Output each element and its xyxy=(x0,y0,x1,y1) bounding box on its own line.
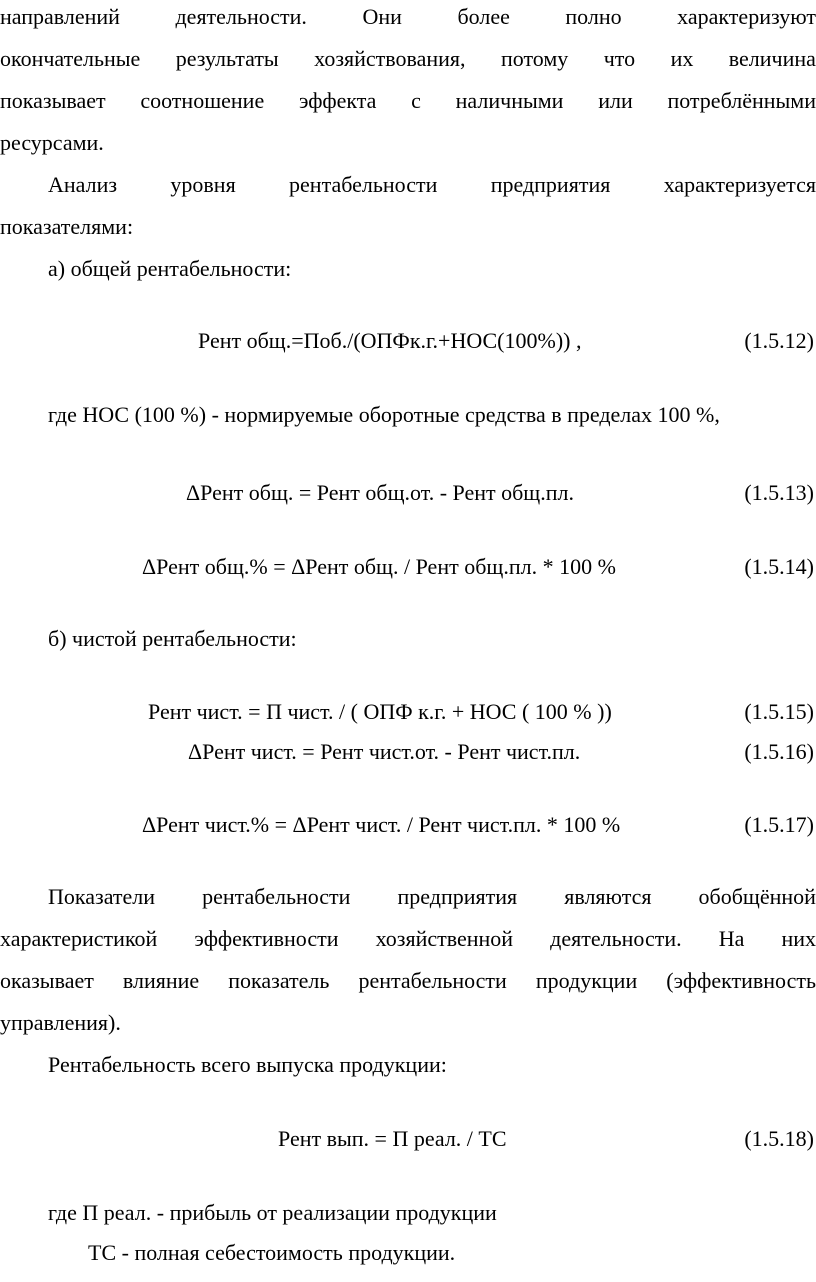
word: рентабельности xyxy=(202,884,351,909)
word: рентабельности xyxy=(289,172,438,197)
word: предприятия xyxy=(490,172,611,197)
paragraph-3-line-3 xyxy=(0,966,816,996)
word: эффективности xyxy=(194,926,339,951)
word: более xyxy=(457,4,510,29)
formula-expression: ΔРент общ. = Рент общ.от. - Рент общ.пл. xyxy=(186,480,574,505)
formula-1-5-16 xyxy=(0,737,816,767)
word: них xyxy=(781,926,816,951)
formula-number: (1.5.12) xyxy=(744,328,814,353)
paragraph-1-line-2 xyxy=(0,44,816,74)
paragraph-3-line-2 xyxy=(0,924,816,954)
word: На xyxy=(718,926,745,951)
word: соотношение xyxy=(140,88,265,113)
word: Они xyxy=(362,4,402,29)
word: наличными xyxy=(455,88,564,113)
paragraph-2-line-2: показателями: xyxy=(0,214,134,239)
formula-1-5-13 xyxy=(0,478,816,508)
formula-number: (1.5.15) xyxy=(744,699,814,724)
paragraph-4: Рентабельность всего выпуска продукции: xyxy=(48,1052,447,1077)
word: характеризуют xyxy=(677,4,816,29)
formula-expression: Рент чист. = П чист. / ( ОПФ к.г. + НОС ( 100 % )) xyxy=(148,699,612,724)
formula-1-5-15 xyxy=(0,697,816,727)
word: показатель xyxy=(228,968,330,993)
formula-expression: Рент общ.=Поб./(ОПФк.г.+НОС(100%)) , xyxy=(198,328,582,353)
word: характеризуется xyxy=(663,172,816,197)
paragraph-1-line-3 xyxy=(0,86,816,116)
formula-number: (1.5.17) xyxy=(744,812,814,837)
word: что xyxy=(603,46,636,71)
formula-1-5-14 xyxy=(0,552,816,582)
list-item-b: б) чистой рентабельности: xyxy=(48,626,297,651)
word: или xyxy=(598,88,633,113)
word: полно xyxy=(565,4,622,29)
formula-number: (1.5.13) xyxy=(744,480,814,505)
word: хозяйствования, xyxy=(314,46,466,71)
formula-expression: Рент вып. = П реал. / ТС xyxy=(278,1126,507,1151)
word: с xyxy=(411,88,421,113)
word: величина xyxy=(728,46,816,71)
word: рентабельности xyxy=(358,968,507,993)
word: влияние xyxy=(122,968,200,993)
formula-1-5-12 xyxy=(0,326,816,356)
word: результаты xyxy=(175,46,279,71)
word: потому xyxy=(500,46,569,71)
paragraph-1-line-4: ресурсами. xyxy=(0,130,104,155)
paragraph-1-line-1 xyxy=(0,2,816,32)
paragraph-3-line-4: управления). xyxy=(0,1010,121,1035)
note-tc: ТС - полная себестоимость продукции. xyxy=(88,1240,456,1265)
list-item-a: а) общей рентабельности: xyxy=(48,256,292,281)
word: предприятия xyxy=(397,884,518,909)
formula-number: (1.5.18) xyxy=(744,1126,814,1151)
word: уровня xyxy=(170,172,236,197)
word: продукции xyxy=(535,968,638,993)
word: (эффективность xyxy=(666,968,816,993)
word: Показатели xyxy=(48,884,156,909)
word: направлений xyxy=(0,4,120,29)
word: деятельности. xyxy=(175,4,307,29)
word: хозяйственной xyxy=(375,926,514,951)
formula-number: (1.5.14) xyxy=(744,554,814,579)
word: деятельности. xyxy=(550,926,682,951)
word: являются xyxy=(564,884,652,909)
note-p-real: где П реал. - прибыль от реализации продукции xyxy=(48,1200,497,1225)
word: окончательные xyxy=(0,46,141,71)
formula-number: (1.5.16) xyxy=(744,739,814,764)
note-noc: где НОС (100 %) - нормируемые оборотные средства в пределах 100 %, xyxy=(48,402,720,427)
word: характеристикой xyxy=(0,926,158,951)
word: их xyxy=(670,46,694,71)
word: потреблёнными xyxy=(667,88,816,113)
word: Анализ xyxy=(48,172,118,197)
word: показывает xyxy=(0,88,106,113)
paragraph-2-line-1 xyxy=(0,170,816,200)
formula-expression: ΔРент чист.% = ΔРент чист. / Рент чист.пл. * 100 % xyxy=(142,812,621,837)
word: эффекта xyxy=(298,88,377,113)
formula-1-5-18 xyxy=(0,1124,816,1154)
word: оказывает xyxy=(0,968,94,993)
word: обобщённой xyxy=(698,884,816,909)
formula-1-5-17 xyxy=(0,810,816,840)
formula-expression: ΔРент общ.% = ΔРент общ. / Рент общ.пл. * 100 % xyxy=(142,554,616,579)
formula-expression: ΔРент чист. = Рент чист.от. - Рент чист.пл. xyxy=(188,739,581,764)
paragraph-3-line-1 xyxy=(0,882,816,912)
